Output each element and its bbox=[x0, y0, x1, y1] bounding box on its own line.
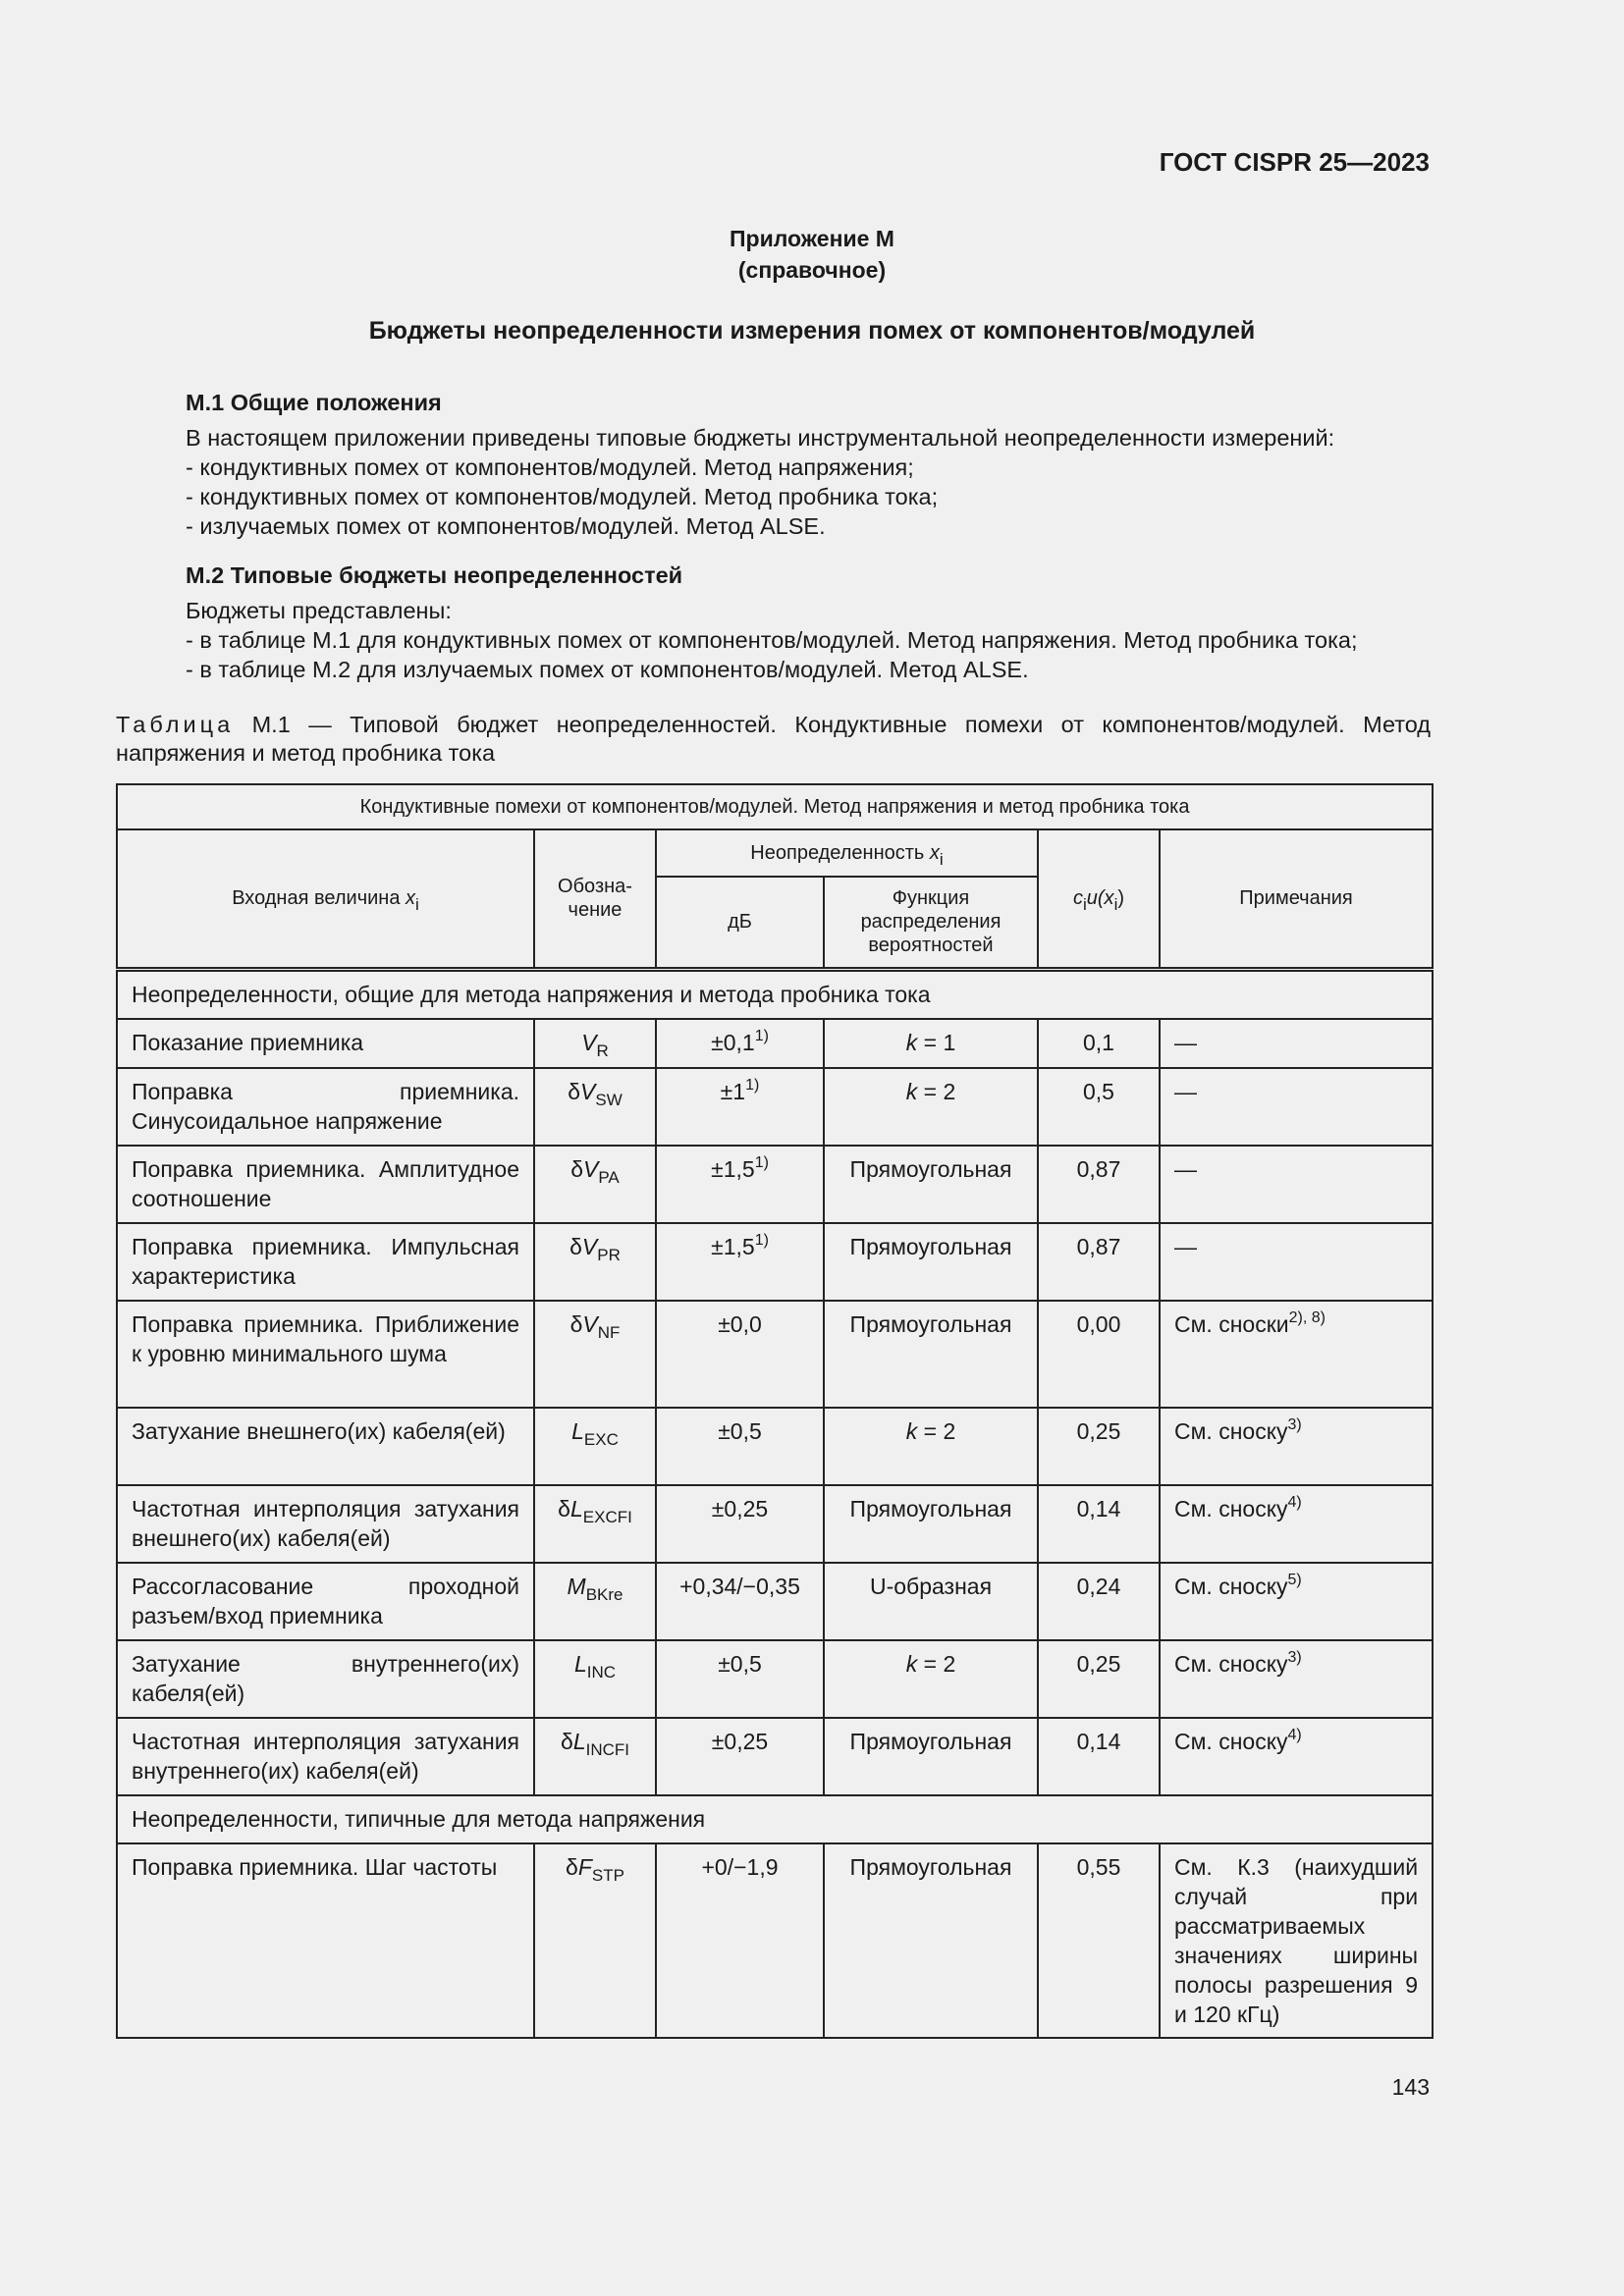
list-item: - кондуктивных помех от компонентов/модулей. Метод пробника тока; bbox=[186, 484, 939, 509]
note: См. сноску$^{3)}$ bbox=[1160, 1640, 1433, 1718]
rows-group-1 bbox=[117, 1019, 1433, 1795]
ci-ui-value: 0,25 bbox=[1038, 1408, 1160, 1485]
input-quantity: Поправка приемника. Приближение к уровню минимального шума bbox=[117, 1301, 534, 1408]
distribution: k = 1 bbox=[824, 1019, 1038, 1068]
note: См. сноску$^{3)}$ bbox=[1160, 1408, 1433, 1485]
symbol: $\delta V_{NF}$ bbox=[534, 1301, 656, 1408]
input-quantity: Поправка приемника. Синусоидальное напряжение bbox=[117, 1068, 534, 1146]
table-row bbox=[117, 1563, 1433, 1640]
uncertainty-table-wrap bbox=[116, 783, 1432, 2039]
note: — bbox=[1160, 1019, 1433, 1068]
document-title: Бюджеты неопределенности измерения помех от компонентов/модулей bbox=[368, 317, 1256, 345]
header-symbol: Обозна-чение bbox=[534, 829, 656, 969]
distribution: Прямоугольная bbox=[824, 1223, 1038, 1301]
table-row bbox=[117, 1301, 1433, 1408]
ci-ui-value: 0,14 bbox=[1038, 1718, 1160, 1795]
header-db: дБ bbox=[656, 877, 824, 969]
note: — bbox=[1160, 1068, 1433, 1146]
table-row bbox=[117, 1718, 1433, 1795]
symbol: $L_{INC}$ bbox=[534, 1640, 656, 1718]
paragraph: В настоящем приложении приведены типовые бюджеты инструментальной неопределенности измерений: bbox=[186, 425, 1335, 451]
distribution: k = 2 bbox=[824, 1408, 1038, 1485]
section-row bbox=[117, 1795, 1433, 1843]
uncertainty-db: $\pm 1,5^{1)}$ bbox=[656, 1146, 824, 1223]
ci-ui-value: 0,14 bbox=[1038, 1485, 1160, 1563]
table-caption bbox=[116, 711, 1431, 768]
list-item: - излучаемых помех от компонентов/модулей. Метод ALSE. bbox=[186, 513, 826, 539]
uncertainty-db: +0,34/−0,35 bbox=[656, 1563, 824, 1640]
uncertainty-db: ±0,25 bbox=[656, 1718, 824, 1795]
input-quantity: Поправка приемника. Амплитудное соотношение bbox=[117, 1146, 534, 1223]
table-row bbox=[117, 1019, 1433, 1068]
table-row bbox=[117, 1223, 1433, 1301]
header-input: Входная величина $x_i$ bbox=[117, 829, 534, 969]
input-quantity: Частотная интерполяция затухания внешнего(их) кабеля(ей) bbox=[117, 1485, 534, 1563]
section-m1 bbox=[186, 388, 1433, 541]
table-row bbox=[117, 1843, 1433, 2038]
ci-ui-value: 0,55 bbox=[1038, 1843, 1160, 2038]
input-quantity: Затухание внешнего(их) кабеля(ей) bbox=[117, 1408, 534, 1485]
header-uncertainty: Неопределенность $x_i$ bbox=[656, 829, 1038, 877]
input-quantity: Затухание внутреннего(их) кабеля(ей) bbox=[117, 1640, 534, 1718]
note: См. К.3 (наихудший случай при рассматриваемых значениях ширины полосы разрешения 9 и 120 кГц) bbox=[1160, 1843, 1433, 2038]
input-quantity: Поправка приемника. Шаг частоты bbox=[117, 1843, 534, 2038]
appendix-type: (справочное) bbox=[737, 257, 887, 283]
header-notes: Примечания bbox=[1160, 829, 1433, 969]
distribution: k = 2 bbox=[824, 1640, 1038, 1718]
note: См. сноски$^{2), 8)}$ bbox=[1160, 1301, 1433, 1408]
input-quantity: Частотная интерполяция затухания внутреннего(их) кабеля(ей) bbox=[117, 1718, 534, 1795]
list-item: - кондуктивных помех от компонентов/модулей. Метод напряжения; bbox=[186, 454, 914, 480]
table-row bbox=[117, 1640, 1433, 1718]
symbol: $V_R$ bbox=[534, 1019, 656, 1068]
note: См. сноску$^{4)}$ bbox=[1160, 1718, 1433, 1795]
table-row bbox=[117, 1485, 1433, 1563]
symbol: $\delta V_{PA}$ bbox=[534, 1146, 656, 1223]
section-row bbox=[117, 969, 1433, 1019]
uncertainty-table bbox=[116, 783, 1434, 2039]
section-heading: М.1 Общие положения bbox=[186, 390, 442, 415]
uncertainty-db: ±0,5 bbox=[656, 1640, 824, 1718]
uncertainty-db: +0/−1,9 bbox=[656, 1843, 824, 2038]
distribution: Прямоугольная bbox=[824, 1485, 1038, 1563]
section-label: Неопределенности, типичные для метода напряжения bbox=[117, 1795, 1433, 1843]
symbol: $\delta V_{PR}$ bbox=[534, 1223, 656, 1301]
uncertainty-db: $\pm 1^{1)}$ bbox=[656, 1068, 824, 1146]
caption-label: Таблица bbox=[116, 712, 235, 737]
symbol: $L_{EXC}$ bbox=[534, 1408, 656, 1485]
distribution: Прямоугольная bbox=[824, 1146, 1038, 1223]
table-banner: Кондуктивные помехи от компонентов/модулей. Метод напряжения и метод пробника тока bbox=[117, 784, 1433, 829]
uncertainty-db: $\pm 0,1^{1)}$ bbox=[656, 1019, 824, 1068]
note: См. сноску$^{5)}$ bbox=[1160, 1563, 1433, 1640]
symbol: $\delta V_{SW}$ bbox=[534, 1068, 656, 1146]
list-item: - в таблице М.1 для кондуктивных помех от компонентов/модулей. Метод напряжения. Метод пробника тока; bbox=[186, 627, 1358, 653]
appendix-title: Приложение М bbox=[730, 226, 894, 251]
uncertainty-db: ±0,0 bbox=[656, 1301, 824, 1408]
ci-ui-value: 0,87 bbox=[1038, 1223, 1160, 1301]
input-quantity: Рассогласование проходной разъем/вход приемника bbox=[117, 1563, 534, 1640]
note: — bbox=[1160, 1223, 1433, 1301]
ci-ui-value: 0,1 bbox=[1038, 1019, 1160, 1068]
ci-ui-value: 0,00 bbox=[1038, 1301, 1160, 1408]
header-ci-ui: $c_iu(x_i)$ bbox=[1038, 829, 1160, 969]
caption-text: М.1 — Типовой бюджет неопределенностей. Кондуктивные помехи от компонентов/модулей. Метод напряжения и метод пробника тока bbox=[116, 712, 1431, 766]
symbol: $\delta L_{INCFI}$ bbox=[534, 1718, 656, 1795]
standard-number: ГОСТ CISPR 25—2023 bbox=[1159, 147, 1430, 177]
symbol: $\delta L_{EXCFI}$ bbox=[534, 1485, 656, 1563]
distribution: Прямоугольная bbox=[824, 1843, 1038, 2038]
ci-ui-value: 0,25 bbox=[1038, 1640, 1160, 1718]
input-quantity: Показание приемника bbox=[117, 1019, 534, 1068]
table-row bbox=[117, 1068, 1433, 1146]
table-header-row bbox=[117, 829, 1433, 877]
uncertainty-db: ±0,25 bbox=[656, 1485, 824, 1563]
symbol: $M_{BKre}$ bbox=[534, 1563, 656, 1640]
table-row bbox=[117, 1408, 1433, 1485]
table-banner-row bbox=[117, 784, 1433, 829]
uncertainty-db: ±0,5 bbox=[656, 1408, 824, 1485]
header-distribution: Функция распределения вероятностей bbox=[824, 877, 1038, 969]
section-label: Неопределенности, общие для метода напряжения и метода пробника тока bbox=[117, 969, 1433, 1019]
ci-ui-value: 0,24 bbox=[1038, 1563, 1160, 1640]
symbol: $\delta F_{STP}$ bbox=[534, 1843, 656, 2038]
page-number: 143 bbox=[1391, 2074, 1430, 2100]
distribution: k = 2 bbox=[824, 1068, 1038, 1146]
note: — bbox=[1160, 1146, 1433, 1223]
paragraph: Бюджеты представлены: bbox=[186, 598, 452, 623]
distribution: Прямоугольная bbox=[824, 1718, 1038, 1795]
distribution: Прямоугольная bbox=[824, 1301, 1038, 1408]
uncertainty-db: $\pm 1,5^{1)}$ bbox=[656, 1223, 824, 1301]
table-row bbox=[117, 1146, 1433, 1223]
section-m2 bbox=[186, 561, 1433, 684]
ci-ui-value: 0,87 bbox=[1038, 1146, 1160, 1223]
input-quantity: Поправка приемника. Импульсная характеристика bbox=[117, 1223, 534, 1301]
rows-group-2 bbox=[117, 1843, 1433, 2038]
section-heading: М.2 Типовые бюджеты неопределенностей bbox=[186, 562, 683, 588]
list-item: - в таблице М.2 для излучаемых помех от компонентов/модулей. Метод ALSE. bbox=[186, 657, 1029, 682]
distribution: U-образная bbox=[824, 1563, 1038, 1640]
ci-ui-value: 0,5 bbox=[1038, 1068, 1160, 1146]
note: См. сноску$^{4)}$ bbox=[1160, 1485, 1433, 1563]
